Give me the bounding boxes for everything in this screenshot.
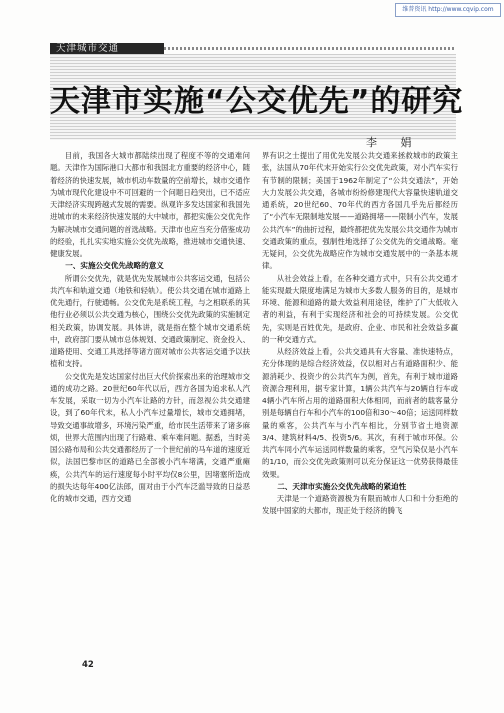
page-number: 42 [82,660,94,670]
article-title: 天津市实施“公交优先”的研究 [50,84,464,119]
source-watermark: 维普资讯 http://www.cqvip.com [395,3,501,17]
section-heading: 一、实施公交优先战略的意义 [65,261,164,271]
body-paragraph: 目前，我国各大城市都陆续出现了程度不等的交通难问题。天津作为国际港口大都市和我国北方重要的经济中心，随着经济的快速发展，城市机动车数量的空前增长，城市交通作为城市现代化建设中不可回避的一个问题日趋突出，已不适应天津经济实现跨越式发展的需要。纵观许多发达国家和我国先进城市的未来经济快速发展的大中城市，都把实施公交优先作为解决城市交通问题的首选战略。天津市也应当充分借鉴成功的经验，扎扎实实地实施公交优先战略，推进城市交通快速、健康发展。 [50,151,250,258]
body-paragraph: 天津是一个道路资源极为有限而城市人口和十分拒绝的发展中国家的大都市，现正处于经济的腾飞 [262,494,458,516]
body-paragraph: 从社会效益上看，在各种交通方式中，只有公共交通才能实现最大限度地满足为城市大多数人服务的目的，是城市环境、能源和道路的最大效益利用途径，维护了广大低收入者的利益，有利于实现经济和社会的可持续发展。公交优先，实则是百姓优先，是政府、企业、市民和社会效益多赢的一种交通方式。 [262,273,458,344]
body-paragraph: 所谓公交优先，就是优先发展城市公共客运交通，包括公共汽车和轨道交通（地铁和轻轨）。使公共交通在城市道路上优先通行，行驶通畅。公交优先是系统工程，与之相联系的其他行业必须以公共交通为核心，围绕公交优先政策的实施制定相关政策，协调发展。具体讲，就是指在整个城市交通系统中，政府部门要从城市总体规划、交通政策制定、资金投入、道路使用、交通工具选择等诸方面对城市公共客运交通予以扶植和支持。 [50,273,250,369]
body-paragraph: 界有识之士提出了用优先发展公共交通来拯救城市的政策主张，法国从70年代末开始实行公交优先政策，对小汽车实行有节制的限制；美国于1962年制定了“公共交通法”，开始大力发展公共交通，各城市纷纷修建现代大容量快速轨道交通系统，20世纪60、70年代的西方各国几乎先后都经历了“小汽车无限制地发展——道路拥堵——限制小汽车，发展公共汽车”的曲折过程，最终都把优先发展公共交通作为城市交通政策的重点，强制性地选择了公交优先的交通战略。毫无疑问，公交优先战略应作为城市交通发展中的一条基本规律。 [262,151,458,271]
article-author: 李 娟 [366,136,422,149]
column-banner: 天津城市交通 [50,43,164,55]
left-column [50,150,250,505]
section-heading: 二、天津市实施公交优先战略的紧迫性 [277,481,407,491]
right-column [262,150,458,518]
banner-rule [164,47,454,50]
body-paragraph: 公交优先是发达国家付出巨大代价探索出来的治理城市交通的成功之路。20世纪60年代以后，西方各国为追求私人汽车发展，采取一切为小汽车让路的方针，而忽视公共交通建设，到了60年代末，私人小汽车过量增长，城市交通拥堵，导致交通事故增多，环境污染严重，给市民生活带来了诸多麻烦，世界大范围内出现了行路难、乘车难问题。据悉，当时美国公路布局和公共交通都经历了一个世纪前的马车道的速度近似，法国巴黎市区的道路已全部被小汽车堵满，交通严重瘫痪，公共汽车的运行速度每小时平均仅8公里，因堵塞所造成的损失达每年400亿法郎，面对由于小汽车泛滥导致的日益恶化的城市交通，西方交通 [50,371,250,503]
body-paragraph: 从经济效益上看，公共交通具有大容量、准快速特点，充分体现的是综合经济效益，仅以相对占有道路面积少、能源消耗少、投资少的公共汽车为例，首先，有利于城市道路资源合理利用，据专家计算，1辆公共汽车与20辆自行车或4辆小汽车所占用的道路面积大体相同，而前者的载客量分别是每辆自行车和小汽车的100倍和30～40倍；运送同样数量的乘客，公共汽车与小汽车相比，分别节省土地资源3/4、建筑材料4/5、投资5/6。其次，有利于城市环保。公共汽车同小汽车运送同样数量的乘客，空气污染仅是小汽车的1/10，而公交优先政策则可以充分保证这一优势获得最佳效果。 [262,347,458,479]
